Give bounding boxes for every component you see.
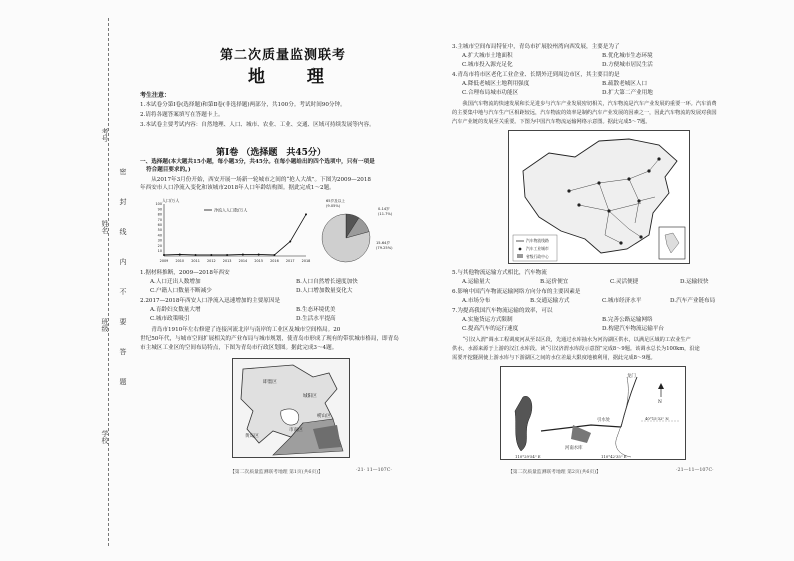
seal-char: 封 xyxy=(119,198,127,205)
passage-text: 供水，水源来源于上游的汉江水库段。读“引汉济渭水库段示意图”完成8～9题。该调水总长为100km，沿途 xyxy=(452,346,700,352)
y-tick-label: 40 xyxy=(157,233,162,238)
reservoir-map xyxy=(500,366,686,460)
option: A.人口迁出人数增加 xyxy=(150,279,201,285)
china-logistics-map xyxy=(508,130,690,264)
x-tick-label: 2015 xyxy=(254,259,263,263)
passage-text: 从2017年3月份开始，西安开展一场新一轮城市之间的“抢人大战”。下图为2009—2018 xyxy=(140,177,371,183)
option: D.人口增加数量变化大 xyxy=(296,288,353,294)
x-tick-label: 2016 xyxy=(270,259,279,263)
subject-title: 地 理 xyxy=(248,67,342,87)
map-label: 崂山区 xyxy=(317,414,331,419)
y-tick-label: 10 xyxy=(157,249,162,253)
x-tick-label: 2010 xyxy=(175,259,185,263)
margin-label-class: 班级 xyxy=(101,318,109,332)
map-label: 市南区 xyxy=(289,428,303,433)
legend-city: 汽车工业城市 xyxy=(526,246,549,251)
age-structure-pie-chart xyxy=(306,196,436,268)
reservoir-map-shape xyxy=(501,367,685,459)
exam-title: 第二次质量监测联考 xyxy=(220,48,347,63)
question-2: 2.2017—2018年西安人口净流入迅速增加的主要原因是 xyxy=(140,298,281,304)
option: B.完善公路运输网络 xyxy=(602,317,653,323)
map-label: 黄岛区 xyxy=(245,434,259,439)
option: B.交通运输方式 xyxy=(530,298,570,304)
seal-char: 不 xyxy=(119,288,127,295)
net-inflow-line-chart xyxy=(146,196,316,268)
passage-text: 青岛市1910年左右修建了连接河流北岸与南岸的工业区及城市空间格局。20 xyxy=(140,327,341,333)
data-point xyxy=(242,253,244,255)
slice-label: 15-64岁 xyxy=(376,241,391,245)
option: C.城市经济水平 xyxy=(602,298,642,304)
data-point xyxy=(195,254,197,256)
question-4: 4.青岛市将市区老化工业企业、长期外迁到周边市区，其主要目的是 xyxy=(452,72,620,78)
page-footer: 【第二次质量监测联考地理 第1页(共6页)】 xyxy=(230,470,323,475)
y-tick-label: 60 xyxy=(157,223,162,227)
data-point xyxy=(210,254,212,256)
qingdao-district-map xyxy=(232,358,350,458)
y-tick-label: 50 xyxy=(157,228,162,233)
map-label: 龙门 xyxy=(627,374,636,379)
seal-char: 要 xyxy=(119,318,127,325)
x-tick-label: 2013 xyxy=(222,259,232,263)
data-point xyxy=(273,254,275,256)
passage-text: 市主城区工业区的空间布局特点，下图为青岛市行政区划图。据此完成3～4题。 xyxy=(140,345,338,351)
margin-label-exam-no: 考号 xyxy=(101,128,109,142)
question-3: 3.主城市空间布局特征中，青岛市扩展胶州湾向西发展，主要是为了 xyxy=(452,44,620,50)
x-tick-label: 2009 xyxy=(159,259,169,263)
y-axis-label: 人口/万人 xyxy=(162,198,180,203)
section-instruction: 一、选择题(本大题共15小题，每小题3分，共45分。在每小题给出的四个选项中，只有一项是 xyxy=(140,159,375,165)
x-tick-label: 2018 xyxy=(301,259,311,263)
data-point xyxy=(226,254,228,256)
passage-text: 年西安市人口净流入变化和该城市2018年人口年龄结构图。据此完成1～2题。 xyxy=(140,185,335,191)
passage-text: 我国汽车物流的快速发展和长足进步与汽车产业发展密切相关，汽车物流是汽车产业发展的重要一环。汽车消费 xyxy=(452,101,717,107)
option: A.运输量大 xyxy=(462,279,491,285)
option: C.城市政策吸引 xyxy=(150,316,190,322)
y-tick-label: 30 xyxy=(157,238,162,243)
page-code: ·21—11—107C· xyxy=(676,468,714,473)
option: B.人口自然增长速度加快 xyxy=(296,279,358,285)
qingdao-map-shape xyxy=(233,359,349,457)
option: C.提高汽车的运行速度 xyxy=(462,326,519,332)
slice-percent: (11.7%) xyxy=(378,212,393,216)
map-label: 河南水库 xyxy=(565,446,583,451)
section-instruction: 符合题目要求的。) xyxy=(146,167,191,173)
question-7: 7.为提高我国汽车物流运输的效率，可以 xyxy=(452,308,553,314)
passage-text: 汽车产业链的发展至关重要。下图为中国汽车物流运输网络示意图。据此完成5～7题。 xyxy=(452,119,651,125)
option: C.灵活便捷 xyxy=(610,279,639,285)
notice-item: 1.本试卷分第Ⅰ卷(选择题)和第Ⅱ卷(非选择题)两部分，共100分。考试时间90分钟。 xyxy=(140,102,346,108)
north-arrow-label: N xyxy=(658,400,662,405)
passage-text: 需要开挖隧洞使上游水库与下游湖区之间的水位差最大限度地被利用，据此完成8～9题。 xyxy=(452,355,656,361)
x-tick-label: 2012 xyxy=(207,259,216,263)
option: B.疏散老城区人口 xyxy=(602,81,648,87)
seal-char: 答 xyxy=(119,348,127,355)
map-coordinate: 110°29'54" E xyxy=(515,454,541,459)
notice-item: 3.本试卷主要考试内容：自然地理、人口、城市、农业、工业、交通、区域可持续发展等内容。 xyxy=(140,122,375,128)
margin-label-name: 姓名 xyxy=(101,220,109,234)
option: C.户籍人口数量不断减少 xyxy=(150,288,212,294)
question-5: 5.与其他物流运输方式相比，汽车物流 xyxy=(452,270,547,276)
notice-item: 2.请将各题答案填写在答题卡上。 xyxy=(140,112,224,118)
option: C.城市投入源充足化 xyxy=(462,62,513,68)
data-point xyxy=(179,253,181,255)
option: B.生态环境优美 xyxy=(296,307,336,313)
seal-char: 密 xyxy=(119,168,127,175)
y-tick-label: 100 xyxy=(155,202,162,207)
option: D.运输较快 xyxy=(680,279,709,285)
question-1: 1.据材料推断，2009—2018年西安 xyxy=(140,270,230,276)
legend-capital: 省级行政中心 xyxy=(526,254,549,259)
x-tick-label: 2017 xyxy=(285,259,295,263)
seal-char: 内 xyxy=(119,258,127,265)
slice-label: 65岁及以上 xyxy=(326,199,345,203)
question-6: 6.影响中国汽车物流运输网络方向分布的主要因素是 xyxy=(452,289,581,295)
map-label: 即墨区 xyxy=(263,380,277,385)
y-tick-label: 20 xyxy=(157,243,162,248)
page-footer: 【第二次质量监测联考地理 第2页(共6页)】 xyxy=(508,470,601,475)
legend-route: 汽车物流线路 xyxy=(526,238,549,243)
seal-char: 线 xyxy=(119,228,127,235)
map-label: 城阳区 xyxy=(303,394,317,399)
option: D.扩大第二产业用地 xyxy=(602,90,653,96)
option: A.降低老城区土地利用强度 xyxy=(462,81,530,87)
option: D.构建汽车物流运输平台 xyxy=(602,326,665,332)
passage-text: 的主要集中地与汽车生产区相距较远，汽车物流的效率是制约汽车产业发展的因素之一，因此汽车物流的发展对我国 xyxy=(452,110,717,116)
series-line xyxy=(164,214,306,255)
slice-percent: (79.25%) xyxy=(376,246,393,250)
data-point xyxy=(289,240,291,242)
option: D.生活水平提高 xyxy=(296,316,336,322)
notice-heading: 考生注意： xyxy=(140,92,171,99)
option: A.育龄妇女数量大增 xyxy=(150,307,201,313)
y-tick-label: 80 xyxy=(157,212,162,217)
option: A.市场分布 xyxy=(462,298,491,304)
part1-title: 第Ⅰ卷 （选择题 共45分） xyxy=(216,148,326,158)
map-coordinate: 110°42'35" E xyxy=(601,454,627,459)
seal-line xyxy=(108,18,109,546)
passage-text: “引汉入渭”调水工程调度河从至以区段，先通过水库抽水为河沟湖区供水，以满足区域的工农业生产 xyxy=(452,337,691,343)
option: D.汽车产业链布局 xyxy=(670,298,716,304)
x-tick-label: 2014 xyxy=(238,259,248,263)
slice-label: 0-14岁 xyxy=(378,207,390,211)
option: C.合理布局城市功能区 xyxy=(462,90,519,96)
legend-label: 净流入人口数/万人 xyxy=(214,207,248,213)
margin-label-school: 学校 xyxy=(101,430,109,444)
option: B.运价便宜 xyxy=(540,279,569,285)
map-label: 引水处 xyxy=(597,418,611,423)
passage-text: 世纪50年代，与城市空间扩展相关的产业布局与城市规划，使青岛市形成了现有的带状城市格局，即青岛 xyxy=(140,336,399,342)
data-point xyxy=(163,254,165,256)
data-point xyxy=(258,253,260,255)
seal-char: 题 xyxy=(119,378,127,385)
map-coordinate: 40°15'32" N xyxy=(645,416,669,421)
y-tick-label: 70 xyxy=(157,217,162,222)
y-tick-label: 90 xyxy=(157,207,162,212)
option: A.扩大城市土地面积 xyxy=(462,53,513,59)
option: D.方便城市居民生活 xyxy=(602,62,653,68)
option: A.实施货运方式限制 xyxy=(462,317,513,323)
page-code: ·21· 11—107C· xyxy=(356,468,392,473)
option: B.优化城市生态环境 xyxy=(602,53,653,59)
slice-percent: (9.05%) xyxy=(326,204,341,208)
x-tick-label: 2011 xyxy=(191,259,200,263)
